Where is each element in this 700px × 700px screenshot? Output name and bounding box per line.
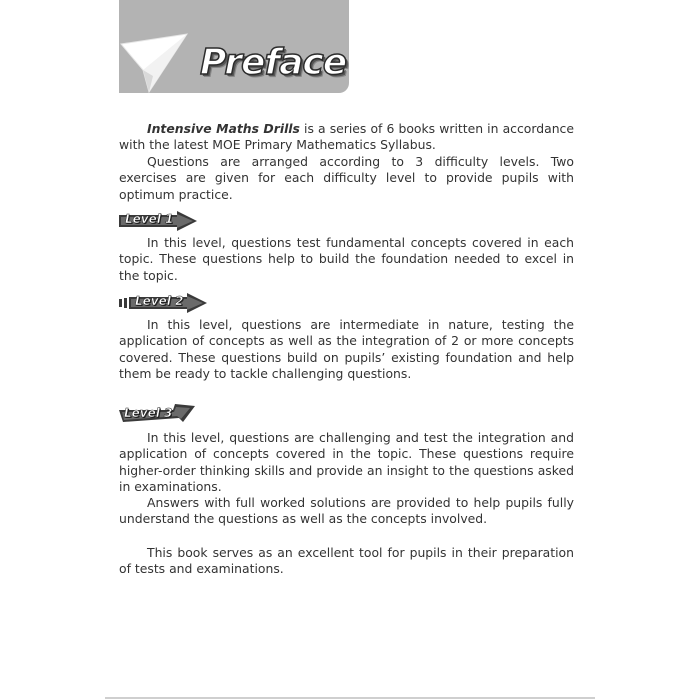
- closing-paragraph: This book serves as an excellent tool for pupils in their preparation of tests and examinations.: [119, 545, 574, 577]
- answers-paragraph: Answers with full worked solutions are provided to help pupils fully understand the questions as well as the concepts involved.: [119, 495, 574, 527]
- level-3-label: Level 3: [124, 406, 173, 420]
- level-1-badge: [119, 211, 199, 231]
- paper-plane-icon: [119, 30, 199, 100]
- page-title: Preface: [200, 42, 347, 83]
- series-description: is a series of 6 books written in accordance with the latest MOE Primary Mathematics Syllabus.: [119, 121, 574, 153]
- level-1-label: Level 1: [125, 212, 174, 226]
- level-3-badge: [119, 402, 197, 424]
- level-2-badge: [119, 293, 209, 313]
- level-2-text: In this level, questions are intermediate in nature, testing the application of concepts as well as the integration of 2 or more concepts covered. These questions build on pupils’ existing foundation and help them be ready to tackle challenging questions.: [119, 317, 574, 382]
- level-3-text: In this level, questions are challenging and test the integration and application of concepts covered in the topic. These questions require higher-order thinking skills and provide an insight to the questions asked in examinations.: [119, 430, 574, 495]
- page-edge-divider: [105, 697, 595, 699]
- arrangement-paragraph: Questions are arranged according to 3 difficulty levels. Two exercises are given for each difficulty level to provide pupils with optimum practice.: [119, 154, 574, 202]
- level-1-text: In this level, questions test fundamental concepts covered in each topic. These questions help to build the foundation needed to excel in the topic.: [119, 235, 574, 283]
- level-2-label: Level 2: [135, 294, 184, 308]
- series-title: Intensive Maths Drills: [147, 121, 300, 136]
- intro-paragraph: [119, 121, 574, 154]
